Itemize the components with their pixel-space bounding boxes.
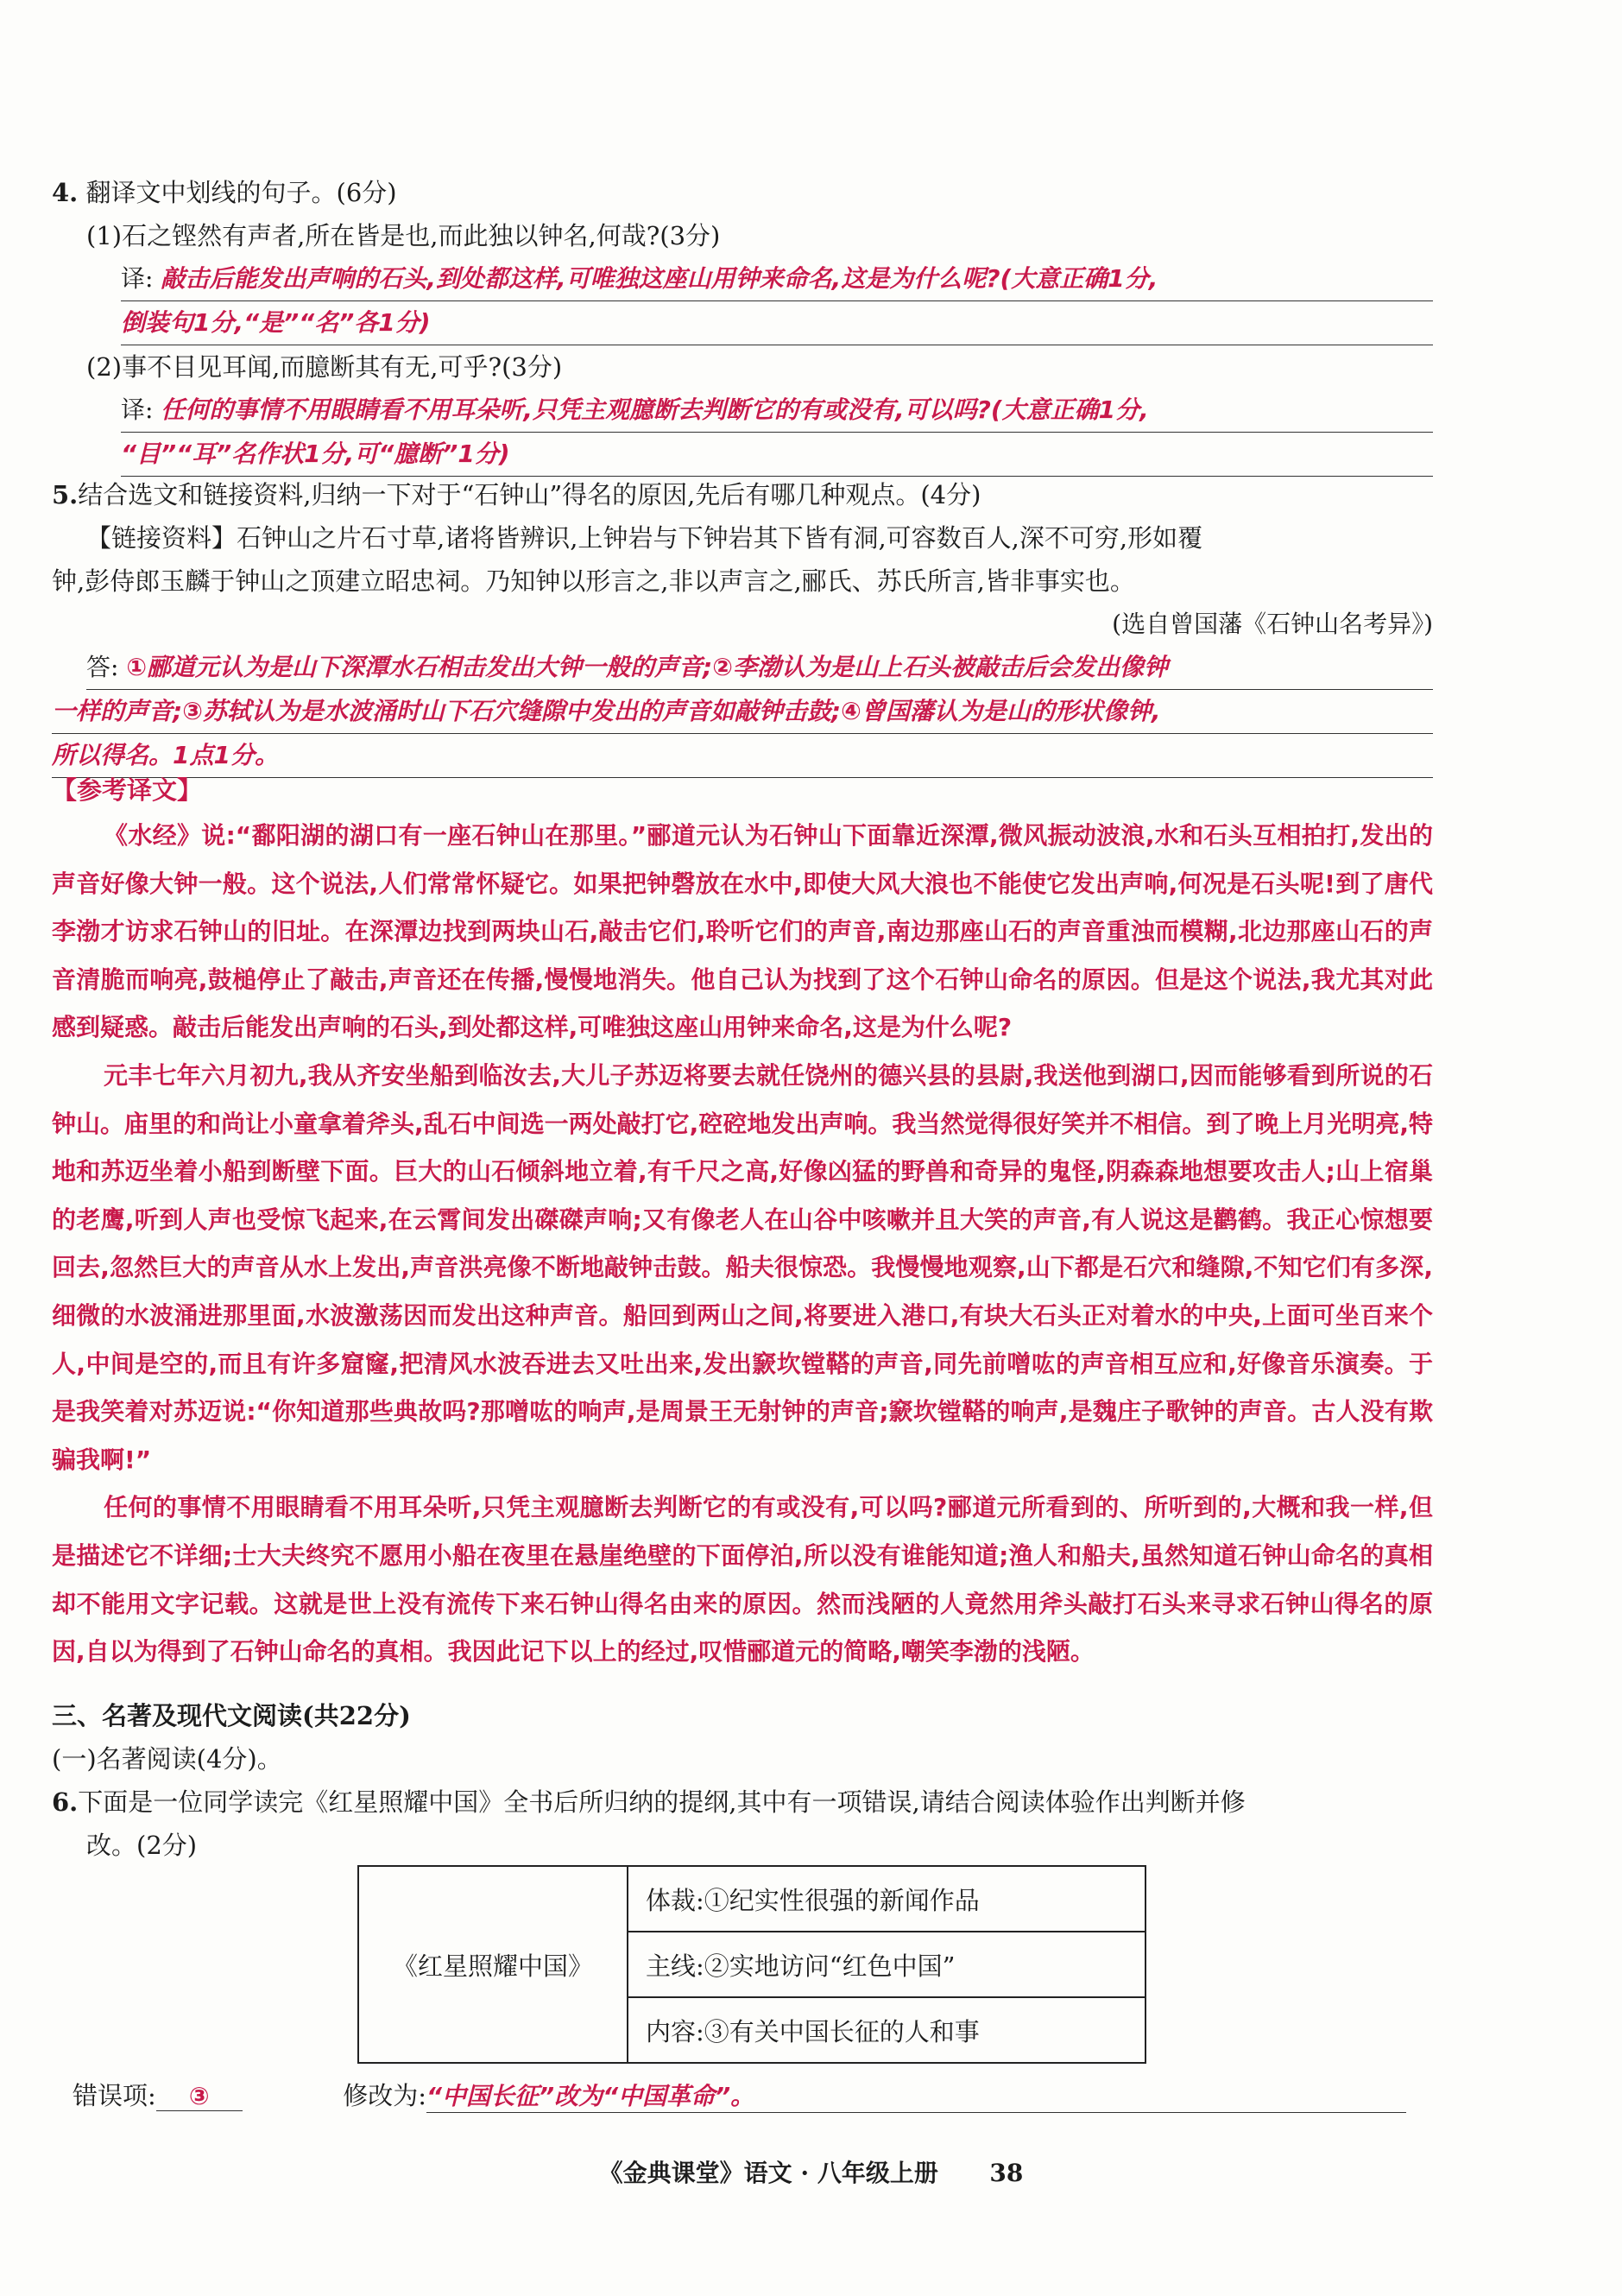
section-3-title: 三、名著及现代文阅读(共22分)	[52, 1701, 411, 1730]
question-4	[52, 171, 1433, 477]
q6-answer-row	[73, 2077, 1406, 2113]
translation-paragraph-2: 元丰七年六月初九,我从齐安坐船到临汝去,大儿子苏迈将要去就任饶州的德兴县的县尉,我送他到湖口,因而能够看到所说的石钟山。庙里的和尚让小童拿着斧头,乱石中间选一两处敲打它,硿硿地发出声响。我当然觉得很好笑并不相信。到了晚上月光明亮,特地和苏迈坐着小船到断壁下面。巨大的山石倾斜地立着,有千尺之高,好像凶猛的野兽和奇异的鬼怪,阴森森地想要攻击人;山上宿巢的老鹰,听到人声也受惊飞起来,在云霄间发出磔磔声响;又有像老人在山谷中咳嗽并且大笑的声音,有人说这是鹳鹤。我正心惊想要回去,忽然巨大的声音从水上发出,声音洪亮像不断地敲钟击鼓。船夫很惊恐。我慢慢地观察,山下都是石穴和缝隙,不知它们有多深,细微的水波涌进那里面,水波激荡因而发出这种声音。船回到两山之间,将要进入港口,有块大石头正对着水的中央,上面可坐百来个人,中间是空的,而且有许多窟窿,把清风水波吞进去又吐出来,发出窾坎镗鞳的声音,同先前噌吰的声音相互应和,好像音乐演奏。于是我笑着对苏迈说:“你知道那些典故吗?那噌吰的响声,是周景王无射钟的声音;窾坎镗鞳的响声,是魏庄子歌钟的声音。古人没有欺骗我啊!”	[52, 1060, 1433, 1474]
q5-link-line-1: 【链接资料】石钟山之片石寸草,诸将皆辨识,上钟岩与下钟岩其下皆有洞,可容数百人,深不可穷,形如覆	[86, 523, 1203, 553]
q5-source: (选自曾国藩《石钟山名考异》)	[1112, 610, 1433, 638]
fix-label: 修改为:	[343, 2081, 426, 2110]
page-number: 38	[989, 2159, 1024, 2187]
fix-value: “中国长征”改为“中国革命”。	[426, 2082, 755, 2110]
q5-answer-line-2: 一样的声音;③苏轼认为是水波涌时山下石穴缝隙中发出的声音如敲钟击鼓;④曾国藩认为是山的形状像钟,	[52, 690, 1433, 734]
translate-label: 译:	[121, 395, 154, 424]
outline-row-content: 内容:③有关中国长征的人和事	[628, 1997, 1145, 2063]
q4-answer-2: 译: 任何的事情不用眼睛看不用耳朵听,只凭主观臆断去判断它的有或没有,可以吗?(大意正确1分, “目”“耳”名作状1分,可“臆断”1分)	[52, 389, 1433, 477]
section-3	[52, 1694, 1433, 1867]
outline-book-title: 《红星照耀中国》	[358, 1866, 628, 2063]
footer-book-title: 《金典课堂》语文 · 八年级上册	[598, 2159, 938, 2187]
error-item-value: ③	[188, 2082, 210, 2110]
answer-label: 答:	[86, 653, 119, 681]
q4-sentence-2: (2)事不目见耳闻,而臆断其有无,可乎?(3分)	[86, 352, 563, 382]
q5-title: 5.结合选文和链接资料,归纳一下对于“石钟山”得名的原因,先后有哪几种观点。(4分)	[52, 480, 981, 509]
translation-paragraph-3: 任何的事情不用眼睛看不用耳朵听,只凭主观臆断去判断它的有或没有,可以吗?郦道元所看到的、所听到的,大概和我一样,但是描述它不详细;士大夫终究不愿用小船在夜里在悬崖绝壁的下面停泊,所以没有谁能知道;渔人和船夫,虽然知道石钟山命名的真相却不能用文字记载。这就是世上没有流传下来石钟山得名由来的原因。然而浅陋的人竟然用斧头敲打石头来寻求石钟山得名的原因,自以为得到了石钟山命名的真相。我因此记下以上的经过,叹惜郦道元的简略,嘲笑李渤的浅陋。	[52, 1493, 1433, 1667]
error-item-label: 错误项:	[73, 2081, 156, 2110]
translation-header: 【参考译文】	[52, 775, 203, 805]
translate-label: 译:	[121, 264, 154, 293]
question-5	[52, 473, 1433, 778]
q5-answer: 答: ①郦道元认为是山下深潭水石相击发出大钟一般的声音;②李渤认为是山上石头被敲击后会发出像钟	[52, 646, 1433, 690]
translation-paragraph-1: 《水经》说:“鄱阳湖的湖口有一座石钟山在那里。”郦道元认为石钟山下面靠近深潭,微风振动波浪,水和石头互相拍打,发出的声音好像大钟一般。这个说法,人们常常怀疑它。如果把钟磬放在水中,即使大风大浪也不能使它发出声响,何况是石头呢!到了唐代李渤才访求石钟山的旧址。在深潭边找到两块山石,敲击它们,聆听它们的声音,南边那座山石的声音重浊而模糊,北边那座山石的声音清脆而响亮,鼓槌停止了敲击,声音还在传播,慢慢地消失。他自己认为找到了这个石钟山命名的原因。但是这个说法,我尤其对此感到疑惑。敲击后能发出声响的石头,到处都这样,可唯独这座山用钟来命名,这是为什么呢?	[52, 821, 1433, 1042]
reference-translation	[52, 768, 1433, 1676]
outline-row-genre: 体裁:①纪实性很强的新闻作品	[628, 1866, 1145, 1932]
q5-link-line-2: 钟,彭侍郎玉麟于钟山之顶建立昭忠祠。乃知钟以形言之,非以声言之,郦氏、苏氏所言,皆非事实也。	[52, 566, 1135, 596]
outline-row-mainline: 主线:②实地访问“红色中国”	[628, 1932, 1145, 1997]
q5-answer-line-3: 所以得名。1点1分。	[52, 734, 1433, 778]
q4-title: 4. 翻译文中划线的句子。(6分)	[52, 178, 397, 207]
page-footer	[0, 2154, 1622, 2189]
translation-body	[52, 812, 1433, 1676]
q6-title: 6.下面是一位同学读完《红星照耀中国》全书后所归纳的提纲,其中有一项错误,请结合阅读体验作出判断并修	[52, 1787, 1246, 1817]
section-3-subtitle: (一)名著阅读(4分)。	[52, 1744, 282, 1774]
q4-answer-1: 译: 敲击后能发出声响的石头,到处都这样,可唯独这座山用钟来命名,这是为什么呢?(大意正确1分, 倒装句1分,“是”“名”各1分)	[52, 257, 1433, 345]
q6-title-line-2: 改。(2分)	[86, 1831, 198, 1860]
q4-sentence-1: (1)石之铿然有声者,所在皆是也,而此独以钟名,何哉?(3分)	[86, 221, 721, 250]
outline-table	[357, 1865, 1146, 2064]
